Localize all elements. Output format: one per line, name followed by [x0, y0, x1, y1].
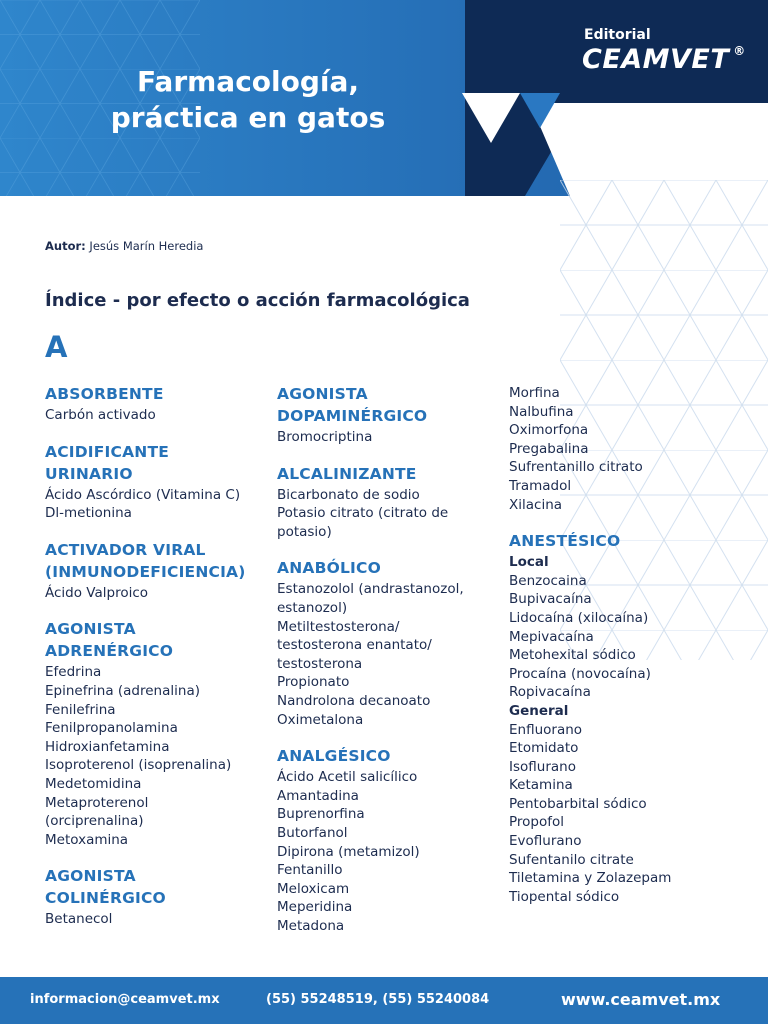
- index-section: [45, 619, 267, 849]
- drug-item: Amantadina: [277, 787, 359, 804]
- drug-item: Metohexital sódico: [509, 647, 636, 664]
- index-section: [509, 384, 731, 514]
- drug-item: Evoflurano: [509, 833, 582, 850]
- index-section: [277, 464, 497, 542]
- footer-bar: [0, 977, 768, 1024]
- author-name: Jesús Marín Heredia: [89, 239, 204, 253]
- drug-item: Bromocriptina: [277, 429, 373, 445]
- drug-item: Hidroxianfetamina: [45, 738, 170, 755]
- drug-item: Fenilefrina: [45, 701, 116, 718]
- section-heading: ANESTÉSICO: [509, 532, 621, 551]
- section-heading: COLINÉRGICO: [45, 889, 166, 908]
- drug-item: Epinefrina (adrenalina): [45, 682, 200, 699]
- index-section: [509, 531, 731, 906]
- section-heading: URINARIO: [45, 464, 133, 483]
- subsection-heading: Local: [509, 554, 549, 571]
- drug-item: Bicarbonato de sodio: [277, 486, 420, 503]
- drug-item: Efedrina: [45, 664, 102, 681]
- drug-item: testosterona enantato/: [277, 637, 432, 654]
- title-line-2: práctica en gatos: [110, 101, 386, 134]
- registered-mark: ®: [733, 44, 746, 58]
- drug-item: Medetomidina: [45, 775, 142, 792]
- drug-item: Procaína (novocaína): [509, 665, 651, 682]
- drug-item: Propofol: [509, 814, 565, 831]
- index-section: [45, 540, 267, 603]
- index-section: [277, 384, 497, 447]
- title-line-1: Farmacología,: [136, 65, 360, 98]
- drug-item: Estanozolol (andrastanozol,: [277, 581, 464, 598]
- drug-item: Etomidato: [509, 740, 579, 757]
- drug-item: Butorfanol: [277, 824, 348, 841]
- drug-item: Meperidina: [277, 899, 353, 916]
- drug-item: Betanecol: [45, 911, 113, 928]
- footer-phone: (55) 55248519, (55) 55240084: [266, 992, 490, 1007]
- index-section: [45, 384, 267, 425]
- section-heading: AGONISTA: [277, 385, 368, 403]
- index-letter: A: [45, 330, 68, 364]
- drug-item: testosterona: [277, 655, 363, 672]
- index-section: [277, 558, 497, 729]
- drug-item: Ketamina: [509, 777, 573, 794]
- drug-item: Tiletamina y Zolazepam: [509, 870, 672, 887]
- section-heading: ANABÓLICO: [277, 559, 381, 578]
- drug-item: Nandrolona decanoato: [277, 692, 431, 709]
- drug-item: Dl-metionina: [45, 505, 132, 522]
- drug-item: Xilacina: [509, 496, 563, 513]
- index-column-3: [509, 384, 731, 923]
- drug-item: Pentobarbital sódico: [509, 795, 647, 812]
- drug-item: Metiltestosterona/: [277, 618, 400, 635]
- drug-item: Dipirona (metamizol): [277, 843, 420, 860]
- drug-item: potasio): [277, 523, 332, 540]
- drug-item: Nalbufina: [509, 403, 574, 420]
- author-line: [45, 239, 203, 253]
- section-heading: AGONISTA: [45, 867, 136, 886]
- drug-item: Metoxamina: [45, 831, 129, 848]
- index-column-1: [45, 384, 267, 946]
- drug-item: Fenilpropanolamina: [45, 720, 178, 737]
- drug-item: Ácido Acetil salicílico: [277, 769, 418, 786]
- drug-item: Potasio citrato (citrato de: [277, 505, 449, 522]
- index-section: [277, 746, 497, 935]
- index-section: [45, 442, 267, 523]
- drug-item: Isoflurano: [509, 758, 576, 775]
- section-heading: ADRENÉRGICO: [45, 642, 174, 661]
- drug-item: Ácido Valproico: [45, 584, 149, 601]
- drug-item: Ácido Ascórdico (Vitamina C): [45, 486, 241, 503]
- section-heading: (INMUNODEFICIENCIA): [45, 562, 246, 581]
- document-title: [98, 64, 398, 136]
- index-title: Índice - por efecto o acción farmacológica: [45, 290, 470, 311]
- footer-website-link[interactable]: www.ceamvet.mx: [561, 990, 721, 1009]
- drug-item: (orciprenalina): [45, 813, 144, 830]
- section-heading: ANALGÉSICO: [277, 747, 391, 766]
- header-banner: [0, 0, 768, 196]
- drug-item: Benzocaina: [509, 572, 587, 589]
- drug-item: Oximetalona: [277, 711, 364, 728]
- drug-item: Lidocaína (xilocaína): [509, 609, 649, 626]
- drug-item: Morfina: [509, 385, 560, 401]
- footer-email-link[interactable]: informacion@ceamvet.mx: [30, 992, 220, 1007]
- section-heading: ACTIVADOR VIRAL: [45, 540, 206, 559]
- drug-item: Sufentanilo citrate: [509, 851, 634, 868]
- drug-item: Isoproterenol (isoprenalina): [45, 757, 232, 774]
- drug-item: Sufrentanillo citrato: [509, 459, 643, 476]
- section-heading: DOPAMINÉRGICO: [277, 407, 428, 425]
- drug-item: Metaproterenol: [45, 794, 149, 811]
- drug-item: Fentanillo: [277, 862, 343, 879]
- index-column-2: [277, 384, 497, 952]
- drug-item: estanozol): [277, 599, 348, 616]
- drug-item: Carbón activado: [45, 407, 156, 423]
- drug-item: Metadona: [277, 917, 345, 934]
- publisher-name: CEAMVET: [582, 44, 730, 75]
- section-heading: ALCALINIZANTE: [277, 464, 417, 483]
- drug-item: Oximorfona: [509, 422, 589, 439]
- drug-item: Ropivacaína: [509, 684, 591, 701]
- section-heading: ABSORBENTE: [45, 385, 164, 403]
- drug-item: Meloxicam: [277, 880, 350, 897]
- drug-item: Bupivacaína: [509, 591, 592, 608]
- drug-item: Tiopental sódico: [509, 888, 620, 905]
- subsection-heading: General: [509, 702, 569, 719]
- publisher-logo: [582, 44, 746, 75]
- drug-item: Mepivacaína: [509, 628, 594, 645]
- author-label: Autor:: [45, 239, 86, 253]
- drug-item: Propionato: [277, 674, 350, 691]
- drug-item: Pregabalina: [509, 440, 589, 457]
- drug-item: Enfluorano: [509, 721, 583, 738]
- index-section: [45, 866, 267, 929]
- drug-item: Tramadol: [509, 477, 572, 494]
- section-heading: ACIDIFICANTE: [45, 442, 170, 461]
- drug-item: Buprenorfina: [277, 806, 365, 823]
- section-heading: AGONISTA: [45, 620, 136, 639]
- publisher-editorial: Editorial: [584, 27, 651, 43]
